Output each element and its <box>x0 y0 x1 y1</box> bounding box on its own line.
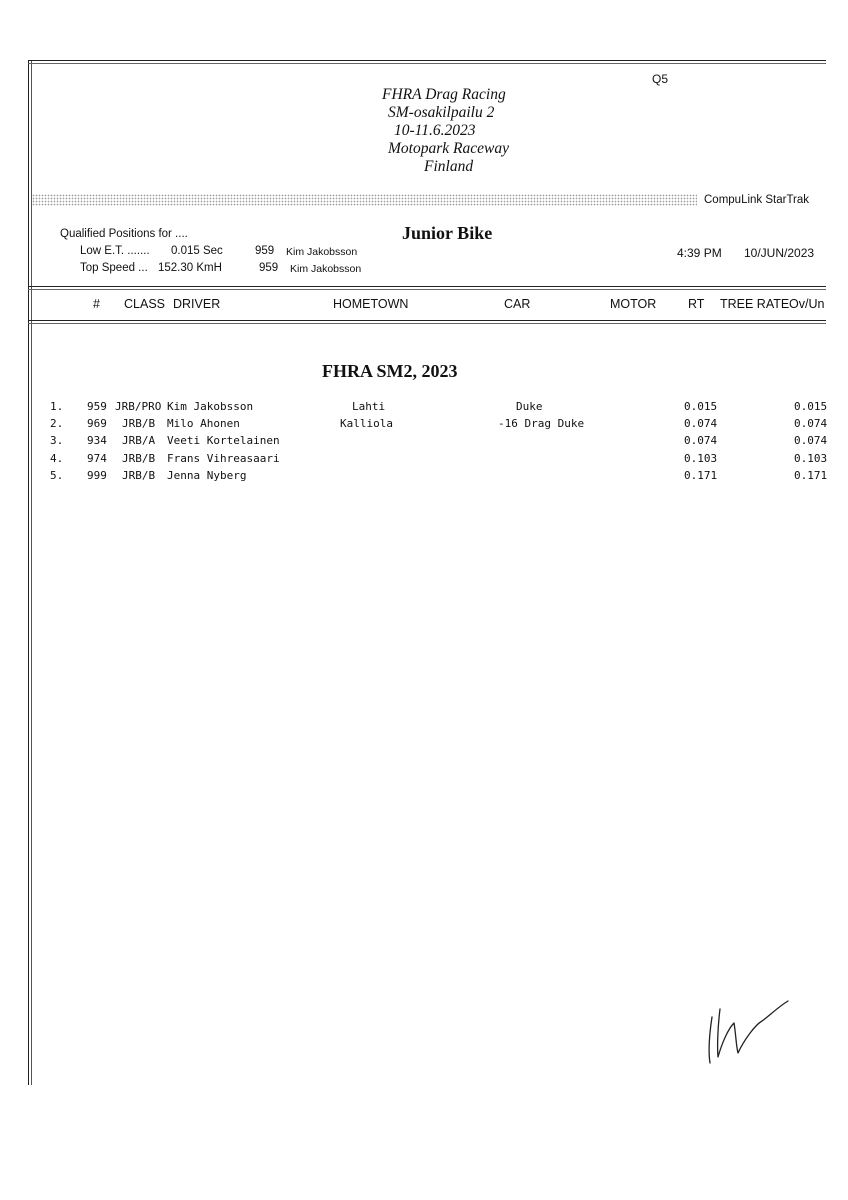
row-car: Duke <box>516 400 543 413</box>
left-border-line <box>28 60 29 1085</box>
row-rt: 0.074 <box>684 417 718 430</box>
column-tree-rate: TREE RATE <box>720 297 790 311</box>
low-et-number: 959 <box>255 245 275 257</box>
dotted-band <box>32 194 697 206</box>
row-car: -16 Drag Duke <box>498 417 585 430</box>
row-ovun: 0.074 <box>794 417 828 430</box>
table-row <box>0 417 848 434</box>
event-line-2: SM-osakilpailu 2 <box>388 104 495 121</box>
header-top-line <box>28 286 826 287</box>
row-position: 5. <box>50 469 64 482</box>
event-line-1: FHRA Drag Racing <box>382 86 506 103</box>
row-ovun: 0.171 <box>794 469 828 482</box>
event-header <box>330 86 570 176</box>
low-et-label: Low E.T. ....... <box>80 245 150 257</box>
row-position: 4. <box>50 452 64 465</box>
event-line-4: Motopark Raceway <box>388 140 509 157</box>
class-title: Junior Bike <box>402 223 493 243</box>
page-code: Q5 <box>652 72 669 86</box>
column-car: CAR <box>504 297 531 311</box>
top-speed-driver: Kim Jakobsson <box>290 263 362 275</box>
row-position: 3. <box>50 434 64 447</box>
row-rt: 0.015 <box>684 400 718 413</box>
qualified-label: Qualified Positions for .... <box>60 228 188 240</box>
column-hometown: HOMETOWN <box>333 297 409 311</box>
header-bottom-line <box>28 320 826 321</box>
row-driver: Jenna Nyberg <box>167 469 247 482</box>
row-class: JRB/A <box>122 434 156 447</box>
row-ovun: 0.074 <box>794 434 828 447</box>
column-driver: DRIVER <box>173 297 221 311</box>
row-ovun: 0.103 <box>794 452 828 465</box>
report-time: 4:39 PM <box>677 246 722 260</box>
table-row <box>0 452 848 469</box>
row-number: 974 <box>87 452 107 465</box>
top-speed-value: 152.30 KmH <box>158 262 222 274</box>
row-hometown: Lahti <box>352 400 386 413</box>
column-motor: MOTOR <box>610 297 657 311</box>
row-number: 969 <box>87 417 107 430</box>
row-number: 959 <box>87 400 107 413</box>
row-rt: 0.171 <box>684 469 718 482</box>
row-driver: Frans Vihreasaari <box>167 452 280 465</box>
column-num: # <box>93 297 100 311</box>
row-position: 1. <box>50 400 64 413</box>
row-class: JRB/B <box>122 452 156 465</box>
row-rt: 0.074 <box>684 434 718 447</box>
row-number: 934 <box>87 434 107 447</box>
event-line-3: 10-11.6.2023 <box>394 122 476 139</box>
left-border-line-inner <box>31 60 32 1085</box>
top-border-line <box>28 60 826 61</box>
column-rt: RT <box>688 297 705 311</box>
row-driver: Kim Jakobsson <box>167 400 254 413</box>
report-date: 10/JUN/2023 <box>744 246 815 260</box>
section-title: FHRA SM2, 2023 <box>322 361 458 381</box>
column-class: CLASS <box>124 297 165 311</box>
row-position: 2. <box>50 417 64 430</box>
table-row <box>0 400 848 417</box>
row-rt: 0.103 <box>684 452 718 465</box>
column-ovun: Ov/Un <box>789 297 825 311</box>
row-hometown: Kalliola <box>340 417 393 430</box>
header-bottom-line-inner <box>28 323 826 324</box>
event-line-5: Finland <box>424 158 474 175</box>
row-class: JRB/PRO <box>115 400 162 413</box>
row-number: 999 <box>87 469 107 482</box>
header-top-line-inner <box>28 289 826 290</box>
top-speed-label: Top Speed ... <box>80 262 148 274</box>
low-et-driver: Kim Jakobsson <box>286 246 358 258</box>
top-border-line-inner <box>28 63 826 64</box>
top-speed-number: 959 <box>259 262 279 274</box>
row-ovun: 0.015 <box>794 400 828 413</box>
signature-image <box>700 995 800 1070</box>
row-class: JRB/B <box>122 417 156 430</box>
table-row <box>0 434 848 451</box>
row-class: JRB/B <box>122 469 156 482</box>
system-label: CompuLink StarTrak <box>704 194 810 206</box>
row-driver: Milo Ahonen <box>167 417 240 430</box>
low-et-value: 0.015 Sec <box>171 245 223 257</box>
row-driver: Veeti Kortelainen <box>167 434 280 447</box>
table-row <box>0 469 848 486</box>
